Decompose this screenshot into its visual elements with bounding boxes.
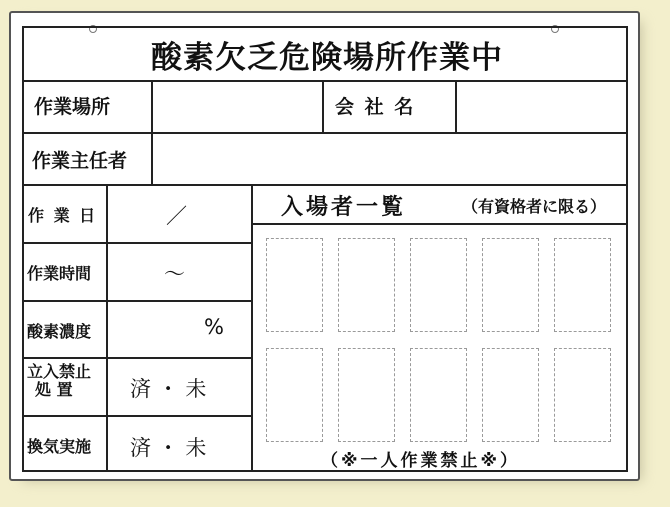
ventilation-label: 換気実施 (27, 437, 92, 456)
sign-frame (22, 26, 628, 472)
attendee-photo-slot-7 (338, 348, 395, 442)
sign-board (9, 11, 640, 481)
divider-row1 (24, 132, 628, 134)
attendee-photo-slot-10 (554, 348, 611, 442)
divider-company-right (455, 80, 457, 132)
entry-prohibition-value: 済 ・ 未 (130, 377, 207, 401)
divider-center (251, 184, 253, 472)
sign-title: 酸素欠乏危険場所作業中 (151, 40, 503, 76)
divider-label-col (151, 80, 153, 184)
attendee-photo-slot-1 (266, 238, 323, 332)
solo-work-prohibited-note: （※一人作業禁止※） (321, 451, 521, 471)
work-date-slash: ／ (166, 204, 187, 228)
work-time-tilde: ～ (164, 262, 185, 286)
divider-company-left (322, 80, 324, 132)
ventilation-value: 済 ・ 未 (130, 436, 207, 460)
attendee-list-note: （有資格者に限る） (462, 197, 607, 216)
divider-right-header (251, 223, 628, 225)
entry-prohibition-label (27, 363, 91, 399)
entry-prohibition-label-line2: 処 置 (35, 380, 73, 399)
entry-prohibition-label-line1: 立入禁止 (27, 362, 92, 381)
oxygen-concentration-label: 酸素濃度 (27, 322, 92, 341)
attendee-photo-slot-9 (482, 348, 539, 442)
work-supervisor-label: 作業主任者 (32, 150, 128, 172)
attendee-photo-slot-4 (482, 238, 539, 332)
attendee-photo-slot-2 (338, 238, 395, 332)
work-date-label: 作 業 日 (28, 206, 98, 225)
oxygen-percent-sign: % (204, 315, 224, 339)
attendee-photo-slot-8 (410, 348, 467, 442)
attendee-list-header: 入場者一覧 (281, 195, 407, 220)
divider-left-1 (24, 242, 252, 244)
divider-left-labels (106, 184, 108, 472)
divider-left-3 (24, 357, 252, 359)
work-location-label: 作業場所 (34, 96, 111, 118)
attendee-photo-slot-6 (266, 348, 323, 442)
attendee-photo-slot-5 (554, 238, 611, 332)
divider-row2 (24, 184, 628, 186)
divider-left-2 (24, 300, 252, 302)
divider-left-4 (24, 415, 252, 417)
company-name-label: 会 社 名 (335, 96, 416, 118)
work-time-label: 作業時間 (27, 264, 92, 283)
attendee-photo-slot-3 (410, 238, 467, 332)
divider-title (24, 80, 628, 82)
